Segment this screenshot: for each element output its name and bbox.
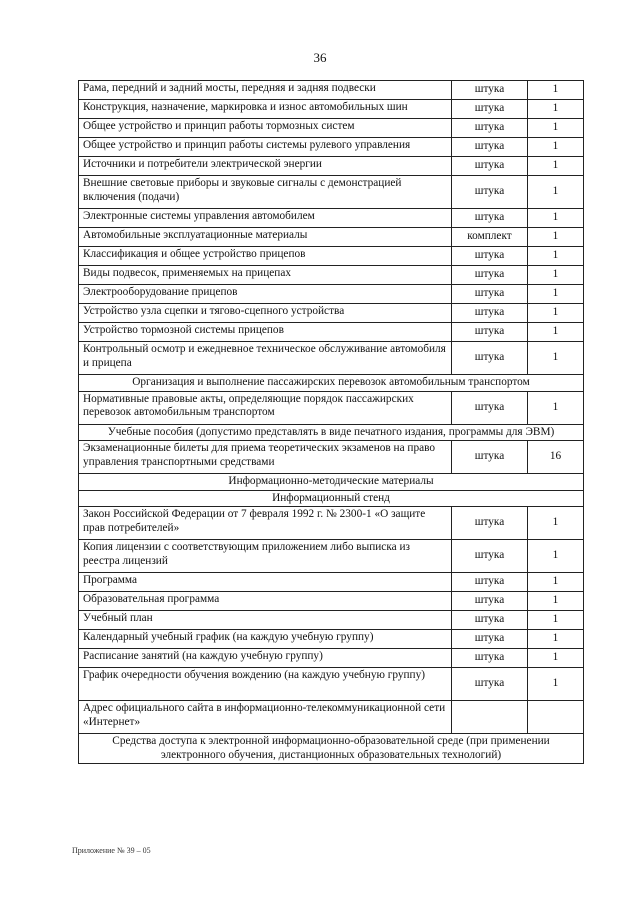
footer-note: Приложение № 39 – 05 [72,846,151,855]
item-name-cell: Календарный учебный график (на каждую учебную группу) [79,630,452,649]
section-row [79,424,584,441]
item-qty-cell: 1 [528,323,584,342]
table-row [79,507,584,540]
table-row [79,228,584,247]
item-name-cell: График очередности обучения вождению (на каждую учебную группу) [79,668,452,701]
page-number: 36 [313,50,327,65]
section-row [79,375,584,392]
table-row [79,649,584,668]
table-row [79,668,584,701]
item-unit-cell: штука [452,630,528,649]
item-unit-cell: штука [452,100,528,119]
item-qty-cell: 1 [528,285,584,304]
section-heading-info-stand: Информационный стенд [79,490,584,507]
table-row [79,342,584,375]
table-row [79,138,584,157]
item-qty-cell: 1 [528,247,584,266]
item-qty-cell: 1 [528,138,584,157]
item-qty-cell: 1 [528,266,584,285]
item-unit-cell [452,701,528,734]
item-unit-cell: штука [452,668,528,701]
item-qty-cell: 1 [528,228,584,247]
table-row [79,441,584,474]
item-name-cell: Общее устройство и принцип работы тормозных систем [79,119,452,138]
item-unit-cell: штука [452,209,528,228]
section-heading-info-materials: Информационно-методические материалы [79,474,584,491]
item-name-cell: Закон Российской Федерации от 7 февраля 1992 г. № 2300-1 «О защите прав потребителей» [79,507,452,540]
item-name-cell: Классификация и общее устройство прицепов [79,247,452,266]
item-qty-cell: 1 [528,81,584,100]
item-unit-cell: штука [452,304,528,323]
item-qty-cell: 1 [528,630,584,649]
table-row [79,100,584,119]
item-name-cell: Автомобильные эксплуатационные материалы [79,228,452,247]
item-unit-cell: штука [452,611,528,630]
item-unit-cell: штука [452,81,528,100]
item-name-cell: Образовательная программа [79,592,452,611]
item-qty-cell [528,701,584,734]
item-unit-cell: штука [452,391,528,424]
item-name-cell: Учебный план [79,611,452,630]
item-name-cell: Внешние световые приборы и звуковые сигналы с демонстрацией включения (подачи) [79,176,452,209]
item-unit-cell: штука [452,119,528,138]
item-unit-cell: штука [452,138,528,157]
item-unit-cell: штука [452,266,528,285]
equipment-table-body [79,81,584,764]
item-name-cell: Расписание занятий (на каждую учебную группу) [79,649,452,668]
item-qty-cell: 1 [528,176,584,209]
item-unit-cell: штука [452,323,528,342]
item-name-cell: Программа [79,573,452,592]
item-name-cell: Виды подвесок, применяемых на прицепах [79,266,452,285]
item-name-cell: Нормативные правовые акты, определяющие порядок пассажирских перевозок автомобильным транспортом [79,391,452,424]
item-unit-cell: штука [452,540,528,573]
table-row [79,176,584,209]
table-row [79,81,584,100]
table-row [79,247,584,266]
section-row [79,490,584,507]
item-name-cell: Контрольный осмотр и ежедневное техническое обслуживание автомобиля и прицепа [79,342,452,375]
item-name-cell: Электрооборудование прицепов [79,285,452,304]
item-qty-cell: 1 [528,342,584,375]
table-row [79,157,584,176]
item-qty-cell: 1 [528,540,584,573]
table-row [79,630,584,649]
item-name-cell: Копия лицензии с соответствующим приложением либо выписка из реестра лицензий [79,540,452,573]
table-row [79,540,584,573]
item-qty-cell: 16 [528,441,584,474]
item-unit-cell: штука [452,507,528,540]
item-qty-cell: 1 [528,391,584,424]
item-unit-cell: штука [452,157,528,176]
table-row [79,119,584,138]
item-qty-cell: 1 [528,304,584,323]
item-unit-cell: штука [452,573,528,592]
table-row [79,611,584,630]
item-unit-cell: штука [452,649,528,668]
equipment-table [78,80,584,764]
item-qty-cell: 1 [528,668,584,701]
item-qty-cell: 1 [528,119,584,138]
item-unit-cell: штука [452,285,528,304]
item-qty-cell: 1 [528,157,584,176]
item-qty-cell: 1 [528,507,584,540]
item-name-cell: Рама, передний и задний мосты, передняя и задняя подвески [79,81,452,100]
item-unit-cell: комплект [452,228,528,247]
item-name-cell: Конструкция, назначение, маркировка и износ автомобильных шин [79,100,452,119]
table-row [79,592,584,611]
table-row [79,391,584,424]
item-unit-cell: штука [452,592,528,611]
table-row [79,323,584,342]
item-unit-cell: штука [452,342,528,375]
item-name-cell: Устройство тормозной системы прицепов [79,323,452,342]
section-heading-textbooks: Учебные пособия (допустимо представлять в виде печатного издания, программы для ЭВМ) [79,424,584,441]
section-heading-eios: Средства доступа к электронной информационно-образовательной среде (при применении электронного обучения, дистанционных образовательных технологий) [79,734,584,764]
item-qty-cell: 1 [528,100,584,119]
item-qty-cell: 1 [528,209,584,228]
table-row [79,285,584,304]
section-heading-passenger: Организация и выполнение пассажирских перевозок автомобильным транспортом [79,375,584,392]
item-name-cell: Экзаменационные билеты для приема теоретических экзаменов на право управления транспортными средствами [79,441,452,474]
section-row [79,734,584,764]
item-qty-cell: 1 [528,649,584,668]
table-row [79,304,584,323]
item-qty-cell: 1 [528,592,584,611]
item-name-cell: Источники и потребители электрической энергии [79,157,452,176]
item-name-cell: Общее устройство и принцип работы системы рулевого управления [79,138,452,157]
table-row [79,573,584,592]
item-name-cell: Адрес официального сайта в информационно-телекоммуникационной сети «Интернет» [79,701,452,734]
item-name-cell: Электронные системы управления автомобилем [79,209,452,228]
item-name-cell: Устройство узла сцепки и тягово-сцепного устройства [79,304,452,323]
table-row [79,266,584,285]
item-unit-cell: штука [452,247,528,266]
item-unit-cell: штука [452,441,528,474]
item-qty-cell: 1 [528,611,584,630]
item-unit-cell: штука [452,176,528,209]
table-row [79,209,584,228]
item-qty-cell: 1 [528,573,584,592]
section-row [79,474,584,491]
table-row [79,701,584,734]
